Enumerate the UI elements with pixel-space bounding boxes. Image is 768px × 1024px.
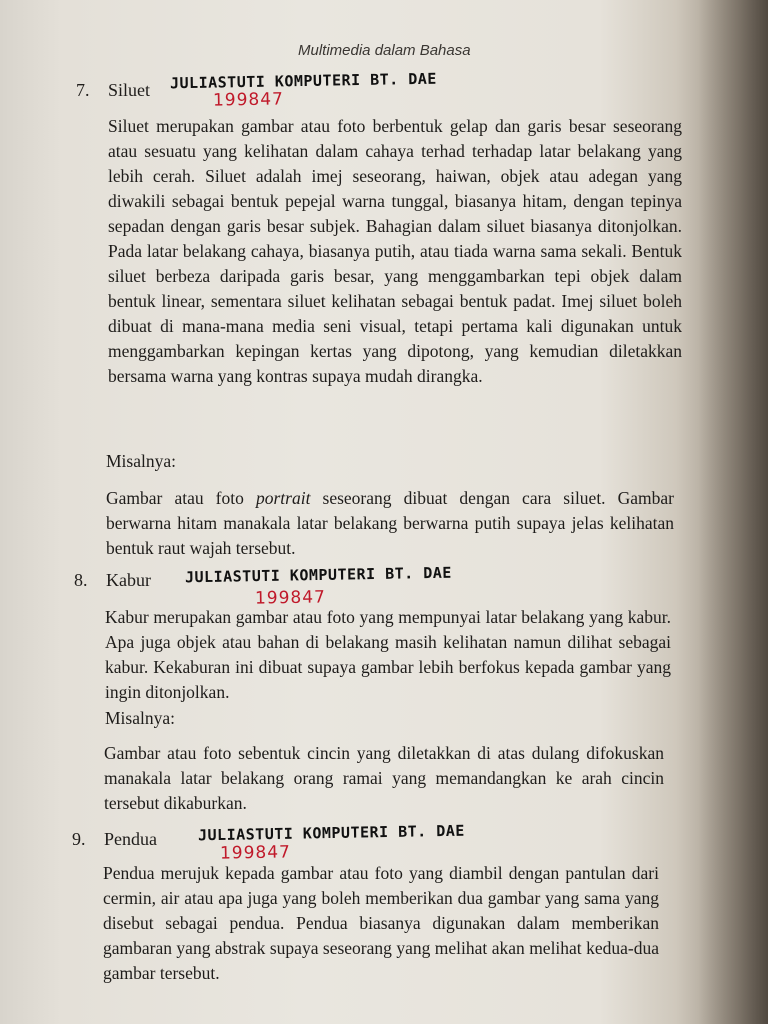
section-8-example: Gambar atau foto sebentuk cincin yang diletakkan di atas dulang difokuskan manakala latar belakang orang ramai yang memandangkan ke arah cincin tersebut dikaburkan. [104, 743, 664, 813]
section-7-example-before: Gambar atau foto [106, 488, 256, 508]
running-head: Multimedia dalam Bahasa [298, 42, 471, 59]
section-9-handwritten-name: JULIASTUTI KOMPUTERI BT. DAE [197, 821, 466, 845]
section-8-example-label: Misalnya: [105, 708, 175, 728]
section-9-title: Pendua [104, 829, 157, 849]
section-8-handwritten-id: 199847 [254, 587, 327, 609]
section-7-example [106, 486, 674, 561]
section-9-number: 9. [72, 829, 86, 849]
section-7-body: Siluet merupakan gambar atau foto berbentuk gelap dan garis besar seseorang atau sesuatu yang kelihatan dalam cahaya terhad terhadap latar belakang yang lebih cerah. Siluet adalah imej seseorang, haiwan, objek atau adegan yang diwakili sebagai bentuk pepejal warna tunggal, biasanya hitam, dengan tepinya sepadan dengan garis besar subjek. Bahagian dalam siluet biasanya ditonjolkan. Pada latar belakang cahaya, biasanya putih, atau tiada warna sama sekali. Bentuk siluet berbeza daripada garis besar, yang menggambarkan tepi objek dalam bentuk linear, sementara siluet kelihatan sebagai bentuk padat. Imej siluet boleh dibuat di mana-mana media seni visual, tetapi pertama kali digunakan untuk menggambarkan kepingan kertas yang dipotong, yang kemudian diletakkan bersama warna yang kontras supaya mudah dirangka. [108, 116, 682, 386]
section-7-example-label: Misalnya: [106, 451, 176, 471]
section-9-handwritten-id: 199847 [219, 842, 292, 864]
section-7-title: Siluet [108, 80, 151, 100]
section-7-handwritten-name: JULIASTUTI KOMPUTERI BT. DAE [169, 69, 438, 93]
section-7-number: 7. [76, 80, 90, 100]
section-8-title: Kabur [106, 570, 151, 590]
section-8-body: Kabur merupakan gambar atau foto yang mempunyai latar belakang yang kabur. Apa juga objek atau bahan di belakang masih kelihatan namun dilihat sebagai kabur. Kekaburan ini dibuat supaya gambar lebih berfokus kepada gambar yang ingin ditonjolkan. [105, 607, 671, 702]
section-9-body: Pendua merujuk kepada gambar atau foto yang diambil dengan pantulan dari cermin, air atau apa juga yang boleh memberikan dua gambar yang sama yang disebut sebagai pendua. Pendua biasanya digunakan dalam memberikan gambaran yang abstrak supaya seseorang yang melihat akan melihat kedua-dua gambar tersebut. [103, 863, 659, 983]
section-7-example-after: seseorang dibuat dengan cara siluet. Gambar berwarna hitam manakala latar belakang berwarna putih supaya jelas kelihatan bentuk raut wajah tersebut. [106, 488, 675, 558]
section-8-number: 8. [74, 570, 88, 590]
section-7-example-italic: portrait [255, 488, 311, 508]
section-7-handwritten-id: 199847 [212, 89, 285, 111]
page-edge-shadow [698, 0, 768, 1024]
section-8-handwritten-name: JULIASTUTI KOMPUTERI BT. DAE [184, 563, 453, 587]
